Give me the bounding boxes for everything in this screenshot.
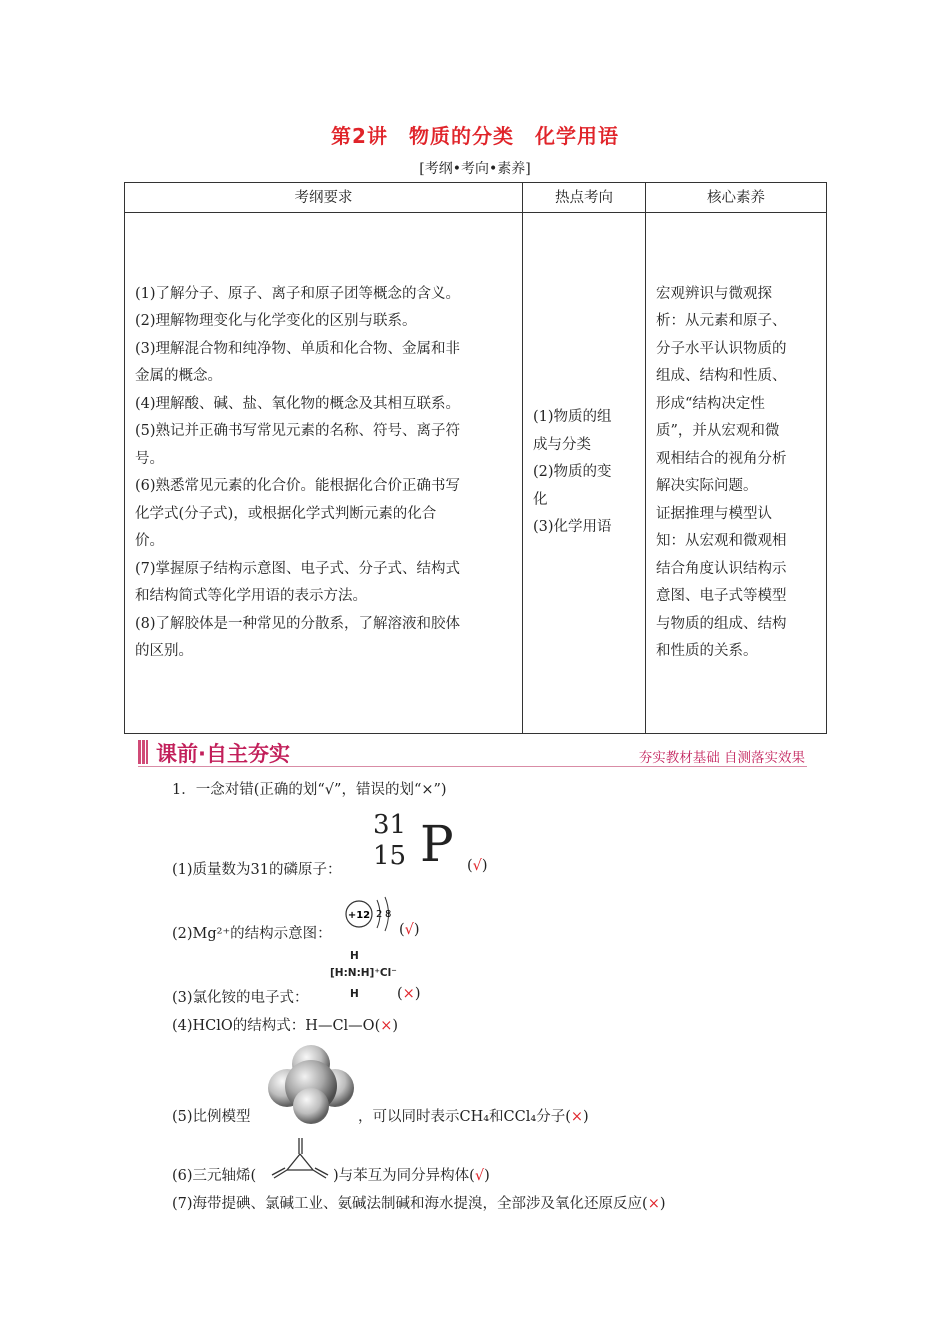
section-title: 课前·自主夯实 [156,742,290,766]
requirements-table [124,182,827,734]
question-7-text: (7)海带提碘、氯碱工业、氨碱法制碱和海水提溴，全部涉及氧化还原反应( [172,1196,648,1212]
radialene-structure-image [270,1132,332,1182]
section-tagline: 夯实教材基础 自测落实效果 [638,750,805,766]
check-mark: √ [404,922,414,938]
requirement-line: (5)熟记并正确书写常见元素的名称、符号、离子符 [135,423,461,439]
requirement-line: 号。 [135,450,164,467]
requirement-line: (8)了解胶体是一种常见的分散系，了解溶液和胶体 [135,615,461,632]
literacy-line: 意图、电子式等模型 [656,588,787,604]
answer-3-open: ( [397,986,403,1002]
question-4-close: ) [392,1018,399,1034]
answer-1 [467,858,488,874]
question-4 [172,1014,398,1035]
literacy-line: 析：从元素和原子、 [656,313,787,329]
table-row [125,213,827,734]
question-2: (2)Mg²⁺的结构示意图： [172,926,332,942]
literacy-line: 宏观辨识与微观探 [656,285,772,302]
answer-2 [399,922,420,938]
question-6-close: ) [484,1168,490,1184]
mg-ion-structure-diagram [340,893,400,939]
electron-formula-bottom-h: H [350,988,359,1000]
requirement-line: (6)熟悉常见元素的化合价。能根据化合价正确书写 [135,478,461,494]
requirement-line: 价。 [135,533,164,549]
question-3: (3)氯化铵的电子式： [172,990,309,1006]
literacy-line: 解决实际问题。 [656,478,758,494]
literacy-line: 组成、结构和性质、 [656,368,787,384]
question-5: (5)比例模型 [172,1109,251,1125]
question-4-text: (4)HClO的结构式：H—Cl—O( [172,1018,381,1034]
answer-1-close: ) [481,858,488,874]
nucleus-charge: +12 [347,910,371,921]
hotspot-line: 化 [533,491,548,508]
requirements-cell [125,213,523,734]
header-literacy: 核心素养 [646,183,827,213]
requirement-line: 的区别。 [135,643,193,659]
question-1: (1)质量数为31的磷原子： [172,862,342,878]
hotspot-line: 成与分类 [533,436,591,453]
literacy-line: 形成“结构决定性 [656,395,765,412]
requirement-line: (3)理解混合物和纯净物、单质和化合物、金属和非 [135,340,461,357]
requirement-line: (7)掌握原子结构示意图、电子式、分子式、结构式 [135,560,461,577]
question-6-text: )与苯互为同分异构体( [333,1168,475,1184]
atomic-number: 15 [373,841,407,871]
question-6-continued [333,1164,490,1185]
literacy-line: 分子水平认识物质的 [656,340,787,357]
header-hotspots: 热点考向 [523,183,646,213]
electron-formula-top-h: H [350,950,359,962]
literacy-line: 知：从宏观和微观相 [656,533,787,549]
literacy-line: 观相结合的视角分析 [656,450,787,467]
question-7 [172,1192,666,1213]
answer-2-close: ) [413,922,420,938]
question-6: (6)三元轴烯( [172,1168,257,1184]
space-filling-model-image [263,1040,359,1126]
check-mark: √ [472,858,482,874]
check-mark: √ [474,1168,485,1184]
cross-mark: × [402,986,415,1002]
cross-mark: × [647,1196,660,1212]
shell-1-electrons: 2 [376,909,383,920]
requirement-line: 和结构简式等化学用语的表示方法。 [135,588,367,604]
section-stripe-icon [138,740,148,764]
literacy-line: 结合角度认识结构示 [656,560,787,577]
requirement-line: 金属的概念。 [135,368,222,384]
page-title: 第2讲 物质的分类 化学用语 [331,124,619,148]
literacy-cell [646,213,827,734]
ammonium-chloride-electron-formula [330,950,400,1004]
question-7-close: ) [659,1196,666,1212]
hotspot-line: (3)化学用语 [533,519,612,536]
cross-mark: × [380,1018,393,1034]
hotspot-line: (1)物质的组 [533,409,612,426]
requirement-line: (4)理解酸、碱、盐、氧化物的概念及其相互联系。 [135,395,461,412]
table-header-row [125,183,827,213]
question-5-close: ) [583,1109,589,1125]
literacy-line: 质”，并从宏观和微 [656,423,780,439]
hotspot-line: (2)物质的变 [533,464,612,481]
element-symbol: P [420,815,454,873]
answer-3 [397,986,421,1002]
shell-2-electrons: 8 [385,909,392,920]
question-5-continued [358,1105,589,1126]
answer-3-close: ) [414,986,421,1002]
mass-number: 31 [373,810,407,840]
header-requirements: 考纲要求 [125,183,523,213]
hotspots-cell [523,213,646,734]
requirement-line: 化学式(分子式)，或根据化学式判断元素的化合 [135,505,437,522]
answer-2-open: ( [399,922,405,938]
cross-mark: × [570,1109,584,1125]
question-5-text: ，可以同时表示CH₄和CCl₄分子( [358,1109,571,1125]
answer-1-open: ( [467,858,473,874]
phosphorus-nuclide [373,812,463,874]
literacy-line: 与物质的组成、结构 [656,615,787,632]
requirement-line: (1)了解分子、原子、离子和原子团等概念的含义。 [135,285,461,302]
page-subtitle: [考纲•考向•素养] [419,161,531,177]
section-banner [138,738,807,767]
electron-formula-main: [H:N:H]⁺Cl⁻ [330,967,397,979]
literacy-line: 证据推理与模型认 [656,505,772,522]
question-intro: 1．一念对错(正确的划“√”，错误的划“×”) [172,782,447,798]
literacy-line: 和性质的关系。 [656,643,758,659]
requirement-line: (2)理解物理变化与化学变化的区别与联系。 [135,313,417,329]
